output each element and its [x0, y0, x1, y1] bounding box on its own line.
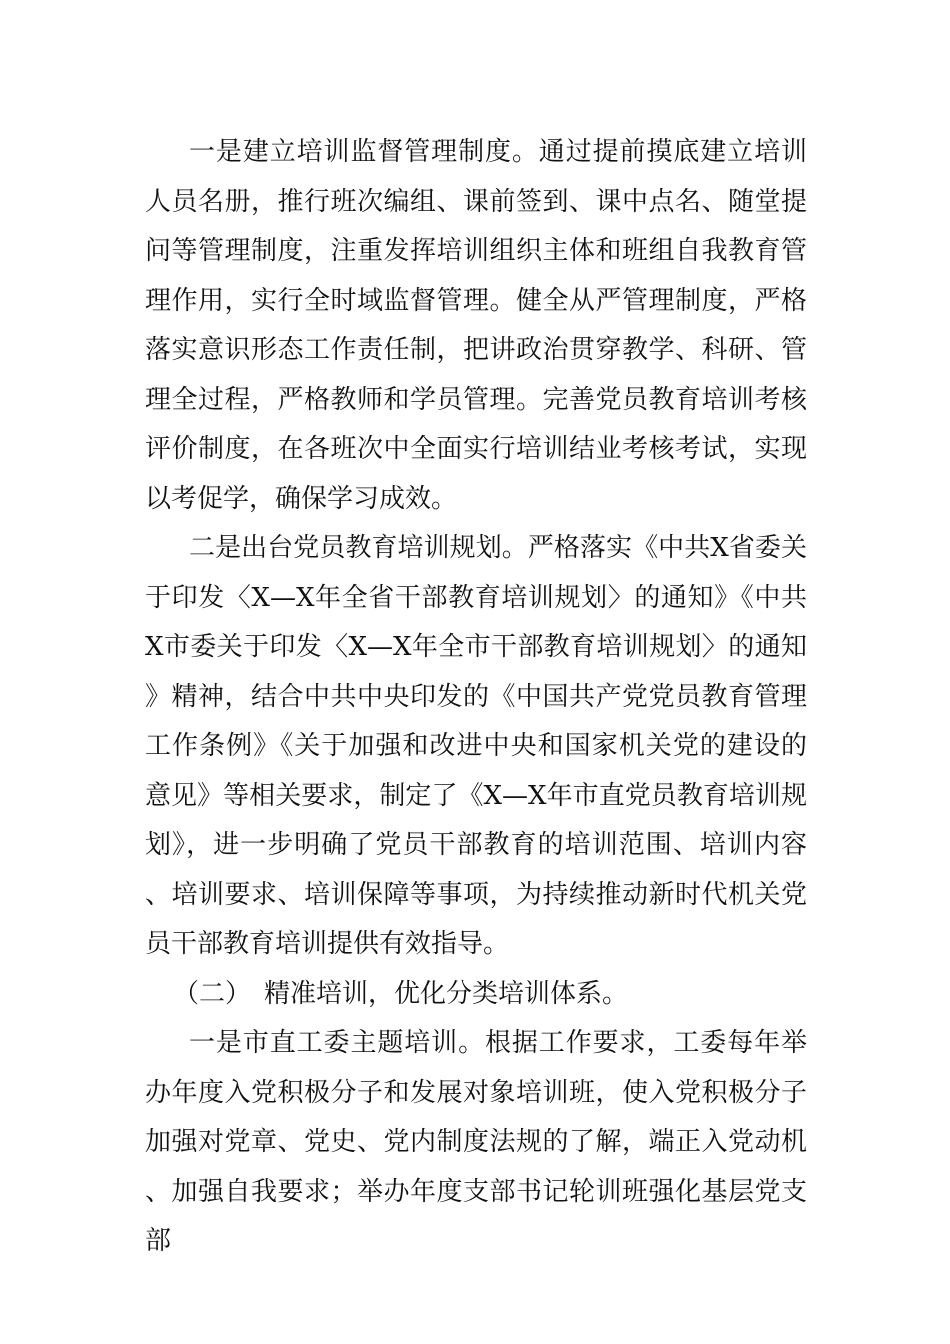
paragraph-training-supervision: 一是建立培训监督管理制度。通过提前摸底建立培训人员名册，推行班次编组、课前签到、课中点名、随堂提问等管理制度，注重发挥培训组织主体和班组自我教育管理作用，实行全时域监督管理。健全从严管理制度，严格落实意识形态工作责任制，把讲政治贯穿教学、科研、管理全过程，严格教师和学员管理。完善党员教育培训考核评价制度，在各班次中全面实行培训结业考核考试，实现以考促学，确保学习成效。 [145, 137, 807, 514]
document-body [145, 128, 807, 1267]
section-heading-precise-training: （二） 精准培训，优化分类培训体系。 [173, 978, 629, 1009]
paragraph-education-plan: 二是出台党员教育培训规划。严格落实《中共X省委关于印发〈X—X年全省干部教育培训规划〉的通知》《中共X市委关于印发〈X—X年全市干部教育培训规划〉的通知》精神，结合中共中央印发的《中国共产党党员教育管理工作条例》《关于加强和改进中央和国家机关党的建设的意见》等相关要求，制定了《X—X年市直党员教育培训规划》，进一步明确了党员干部教育的培训范围、培训内容、培训要求、培训保障等事项，为持续推动新时代机关党员干部教育培训提供有效指导。 [145, 533, 807, 959]
paragraph-theme-training: 一是市直工委主题培训。根据工作要求，工委每年举办年度入党积极分子和发展对象培训班，使入党积极分子加强对党章、党史、党内制度法规的了解，端正入党动机、加强自我要求；举办年度支部书记轮训班强化基层党支部 [145, 1028, 807, 1256]
